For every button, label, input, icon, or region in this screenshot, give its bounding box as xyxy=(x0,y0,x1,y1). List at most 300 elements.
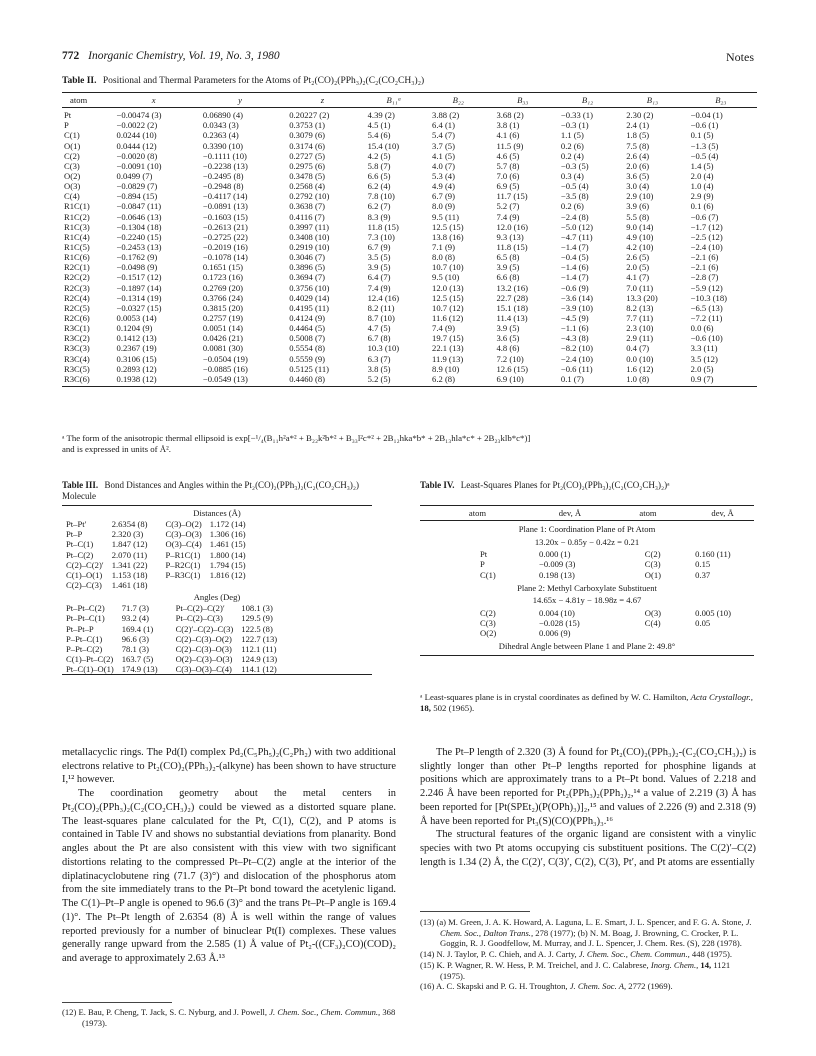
footnote-volume: 14, xyxy=(700,959,712,970)
table-2-header: B₂₃ xyxy=(685,93,757,108)
page-number: 772 xyxy=(62,50,80,62)
table-cell: 11.8 (15) xyxy=(496,241,528,252)
table-cell: Pt xyxy=(480,548,488,559)
table-cell: 0.0444 (12) xyxy=(116,140,157,151)
table-cell: 0.15 xyxy=(695,559,711,570)
table-cell: 0.0053 (14) xyxy=(116,312,157,323)
table-2-header: B₃₃ xyxy=(490,93,554,108)
table-cell: 3.9 (6) xyxy=(626,201,650,212)
table-cell: −0.0020 (8) xyxy=(116,150,158,161)
table-cell: R2C(6) xyxy=(64,312,90,323)
table-cell: 4.5 (1) xyxy=(367,120,391,131)
table-cell: −10.3 (18) xyxy=(690,292,727,303)
table-cell: −0.2240 (15) xyxy=(116,231,162,242)
table-cell: 11.6 (12) xyxy=(432,312,464,323)
table-cell: R3C(6) xyxy=(62,374,111,387)
angles-heading: Angles (Deg) xyxy=(193,592,241,603)
table-cell: 4.1 (5) xyxy=(432,150,455,161)
table-2-footnote xyxy=(62,433,757,455)
table-row xyxy=(62,283,757,293)
table-cell: 122.7 (13) xyxy=(241,633,278,644)
footnote xyxy=(420,960,756,981)
table-cell: 0.3753 (1) xyxy=(289,120,326,131)
table-row xyxy=(420,608,754,618)
table-cell: 1.0 (4) xyxy=(690,181,714,192)
table-4-footnote xyxy=(420,692,760,714)
table-cell: −0.0022 (2) xyxy=(116,120,158,131)
table-cell: 4.39 (2) xyxy=(367,110,395,121)
table-cell: −1.3 (5) xyxy=(690,140,719,151)
table-row xyxy=(62,151,757,161)
table-cell: 6.5 (8) xyxy=(496,252,520,263)
table-cell: −0.028 (15) xyxy=(539,617,580,628)
table-cell: 2.3 (10) xyxy=(626,323,654,334)
table-cell: 0.2893 (12) xyxy=(116,363,157,374)
table-cell: 0.5559 (9) xyxy=(289,353,326,364)
footnote-authors: (12) E. Bau, P. Cheng, T. Jack, S. C. Nyburg, and J. Powell, xyxy=(62,1007,268,1017)
table-cell: 0.5125 (11) xyxy=(289,363,329,374)
table-cell: O(2) xyxy=(480,628,497,639)
table-cell: 0.3079 (6) xyxy=(289,130,326,141)
table-cell: −0.0891 (13) xyxy=(202,201,248,212)
table-cell: C(3)–O(3)–C(4) xyxy=(175,664,232,675)
table-4 xyxy=(420,505,754,656)
table-cell: 3.9 (5) xyxy=(496,262,520,273)
table-cell: −0.5 (4) xyxy=(690,150,719,161)
table-cell: 6.9 (5) xyxy=(496,181,520,192)
table-cell: 0.5554 (8) xyxy=(289,343,326,354)
table-cell: 10.7 (12) xyxy=(432,302,464,313)
table-row xyxy=(62,212,757,222)
table-cell: C(4) xyxy=(64,191,80,202)
table-cell: 0.3390 (10) xyxy=(202,140,243,151)
table-cell: C(2)–C(3)–O(2) xyxy=(175,633,232,644)
table-cell: −0.6 (11) xyxy=(560,363,593,374)
table-3 xyxy=(62,505,372,675)
table-row xyxy=(62,664,281,674)
table-row xyxy=(62,613,281,623)
table-cell: 1.1 (5) xyxy=(560,130,584,141)
table-cell: 7.4 (9) xyxy=(496,211,520,222)
table-cell: 4.2 (5) xyxy=(367,150,391,161)
table-cell: 0.2769 (20) xyxy=(202,282,243,293)
table-cell: 4.8 (6) xyxy=(496,343,520,354)
table-cell: 0.3766 (24) xyxy=(202,292,243,303)
table-row xyxy=(62,272,757,282)
table-cell xyxy=(152,580,206,590)
table-cell: 0.0051 (14) xyxy=(202,323,243,334)
table-cell: 0.0244 (10) xyxy=(116,130,157,141)
body-paragraph: The structural features of the organic ligand are consistent with a vinylic species with two Pt atoms occupying cis substituent positions. The C(2)′–C(2) length is 1.34 (2) Å, the C(2)′, C(3)′, C(2), C(3), Pt′, and Pt atoms are essentially xyxy=(420,829,756,868)
table-4-caption-text: Least-Squares Planes for Pt₂(CO)₂(PPh₃)₂(C₂(CO₂CH₃)₂)ᵃ xyxy=(460,480,670,490)
table-cell: 2.9 (11) xyxy=(626,333,654,344)
table-cell: 9.5 (11) xyxy=(432,211,459,222)
table-cell: Pt–C(1) xyxy=(66,539,94,550)
table-cell: R3C(2) xyxy=(64,333,90,344)
table-cell: 122.5 (8) xyxy=(241,623,273,634)
table-cell: −0.0646 (13) xyxy=(116,211,162,222)
table-cell: 7.1 (9) xyxy=(432,241,455,252)
table-cell: 5.3 (4) xyxy=(432,170,455,181)
table-cell: 4.9 (4) xyxy=(432,181,455,192)
table-cell: −1.1 (6) xyxy=(560,323,589,334)
table-cell: 15.1 (18) xyxy=(496,302,528,313)
table-cell: 93.2 (4) xyxy=(121,613,149,624)
table-cell: 1.461 (15) xyxy=(209,539,246,550)
table-cell: 6.7 (9) xyxy=(432,191,455,202)
footnotes-left xyxy=(62,1007,396,1028)
table-cell: 0.0 (10) xyxy=(626,353,654,364)
footnote xyxy=(420,949,756,960)
footnote-authors: (13) (a) M. Green, J. A. K. Howard, A. Laguna, L. E. Smart, J. L. Spencer, and F. G. A. Stone, xyxy=(420,917,744,927)
table-cell: 2.0 (6) xyxy=(626,160,650,171)
table-cell: R1C(6) xyxy=(64,252,90,263)
table-cell: C(3)–O(3) xyxy=(165,529,202,540)
table-cell: C(1)–Pt–C(2) xyxy=(66,653,114,664)
table-2-caption xyxy=(62,76,762,86)
table-cell: 0.3756 (10) xyxy=(289,282,330,293)
table-cell: 2.6354 (8) xyxy=(111,519,148,530)
table-cell: R1C(5) xyxy=(64,241,90,252)
table-cell: Pt–C(2)–C(3) xyxy=(175,613,223,624)
table-cell: 8.7 (10) xyxy=(367,312,395,323)
table-row xyxy=(62,262,757,272)
table-cell: 0.1204 (9) xyxy=(116,323,153,334)
table-cell: 11.4 (13) xyxy=(496,312,528,323)
table-cell: 4.1 (6) xyxy=(496,130,520,141)
table-cell: 3.9 (5) xyxy=(367,262,391,273)
table-cell: Pt–C(2)–C(2)′ xyxy=(175,603,225,614)
table-3-label: Table III. xyxy=(62,480,99,490)
table-cell: 1.847 (12) xyxy=(111,539,148,550)
table-cell: 19.7 (15) xyxy=(432,333,464,344)
table-cell: 4.2 (10) xyxy=(626,241,654,252)
table-cell: C(1) xyxy=(64,130,80,141)
table-4-label: Table IV. xyxy=(420,480,455,490)
table-cell: −0.0091 (10) xyxy=(116,160,162,171)
dihedral-row xyxy=(420,638,754,655)
table-4-header-row xyxy=(420,506,754,521)
distances-heading: Distances (Å) xyxy=(193,508,241,518)
table-cell: C(3) xyxy=(64,160,80,171)
table-cell: −0.2019 (16) xyxy=(202,241,248,252)
table-2-footnote-line2: and is expressed in units of Å². xyxy=(62,443,171,454)
section-label: Notes xyxy=(726,50,754,64)
table-row xyxy=(62,171,757,181)
table-cell: −0.3 (1) xyxy=(560,120,589,131)
table-cell: 0.2975 (6) xyxy=(289,160,326,171)
table-cell: −0.2453 (13) xyxy=(116,241,162,252)
table-cell: 0.006 (9) xyxy=(539,628,571,639)
table-cell: Pt–Pt–C(1) xyxy=(66,613,105,624)
table-cell: 1.800 (14) xyxy=(209,549,246,560)
table-cell: R3C(3) xyxy=(64,343,90,354)
table-cell: 10.7 (10) xyxy=(432,262,464,273)
table-cell: 12.0 (16) xyxy=(496,221,528,232)
table-cell: R3C(4) xyxy=(64,353,90,364)
table-cell: −0.0549 (13) xyxy=(197,374,283,387)
table-cell: P–R1C(1) xyxy=(165,549,201,560)
plane-2-equation-row xyxy=(420,593,754,607)
table-cell: P–R2C(1) xyxy=(165,559,201,570)
table-cell: C(2)–C(2)′ xyxy=(66,559,104,570)
plane-1-title: Plane 1: Coordination Plane of Pt Atom xyxy=(518,524,656,535)
table-cell: −0.2238 (13) xyxy=(202,160,248,171)
table-cell: 3.6 (5) xyxy=(496,333,520,344)
table-cell: −0.0847 (11) xyxy=(116,201,162,212)
table-cell: 0.3106 (15) xyxy=(116,353,157,364)
body-column-left xyxy=(62,746,396,966)
table-cell: 6.9 (10) xyxy=(490,374,554,387)
body-paragraph: The coordination geometry about the metal centers in Pt₂(CO)₂(PPh₃)₂(C₂(CO₂CH₃)₂) could be viewed as a distorted square plane. The least-squares plane calculated for the Pt, C(1), C(2), and P atoms is contained in Table IV and shows no substantial deviations from planarity. Bond angles about the Pt are also consistent with this view with two significant distortions relating to the compressed Pt–Pt–C(2) angle at the interior of the diplatinacyclobutene ring (71.7 (3)°) and dislocation of the phosphorus atom from the site immediately trans to the Pt–Pt bond toward the acetylenic ligand. The C(1)–Pt–P angle is opened to 96.6 (3)° and the trans Pt–Pt–P angle is 169.4 (1)°. The Pt–Pt length of 2.6354 (8) Å is well within the range of values reported previously for a number of binuclear Pt(I) complexes. These values generally range upward from the 2.585 (1) Å value of Pt₂-((CF₃)₂CO)(COD)₂ and average to approximately 2.63 Å.¹³ xyxy=(62,788,396,965)
table-cell: −2.1 (6) xyxy=(690,262,719,273)
table-cell: 9.5 (10) xyxy=(432,272,460,283)
table-row xyxy=(62,141,757,151)
footnote-authors: (16) A. C. Skapski and P. G. H. Troughton, xyxy=(420,981,568,992)
table-cell: 2.320 (3) xyxy=(111,529,144,540)
table-2-header-row xyxy=(62,93,757,108)
table-cell: −4.7 (11) xyxy=(560,231,593,242)
table-cell: −4.5 (9) xyxy=(560,312,589,323)
table-cell: O(2) xyxy=(64,170,81,181)
plane-2-equation: 14.65x − 4.81y − 18.98z = 4.67 xyxy=(532,595,642,606)
table-cell: −0.5 (4) xyxy=(560,181,589,192)
table-row xyxy=(62,130,757,140)
table-row xyxy=(62,313,757,323)
table-cell: 1.341 (22) xyxy=(111,559,148,570)
table-cell: −0.2613 (21) xyxy=(202,221,248,232)
table-cell: 3.7 (5) xyxy=(432,140,455,151)
table-cell: 6.4 (7) xyxy=(367,272,391,283)
table-cell: −5.0 (12) xyxy=(560,221,593,232)
footnote-rest: 448 (1975). xyxy=(691,949,733,960)
table-cell: −0.009 (3) xyxy=(539,559,576,570)
table-2-header: B₁₂ xyxy=(555,93,620,108)
table-cell: 3.5 (5) xyxy=(367,252,391,263)
table-cell xyxy=(206,580,250,590)
table-cell: 169.4 (1) xyxy=(121,623,154,634)
table-cell: 0.2757 (19) xyxy=(202,312,243,323)
table-cell: R2C(5) xyxy=(64,302,90,313)
table-cell: O(3)–C(4) xyxy=(165,539,202,550)
table-cell: 0.4116 (7) xyxy=(289,211,325,222)
table-cell: 5.5 (8) xyxy=(626,211,650,222)
table-cell: 8.0 (9) xyxy=(432,201,455,212)
table-cell: −3.6 (14) xyxy=(560,292,593,303)
table-cell: 11.7 (15) xyxy=(496,191,528,202)
table-cell: 0.1651 (15) xyxy=(202,262,243,273)
table-cell: 10.3 (10) xyxy=(367,343,400,354)
table-cell: 3.0 (4) xyxy=(626,181,650,192)
table-cell: −0.0885 (16) xyxy=(202,363,248,374)
table-cell: −0.1762 (9) xyxy=(116,252,158,263)
table-cell: R1C(1) xyxy=(64,201,90,212)
table-cell: −0.1517 (12) xyxy=(116,272,162,283)
table-row xyxy=(62,364,757,374)
table-cell: −0.4117 (14) xyxy=(202,191,248,202)
table-cell: 2.070 (11) xyxy=(111,549,148,560)
table-cell: 1.153 (18) xyxy=(111,569,148,580)
table-cell: 15.4 (10) xyxy=(367,140,400,151)
table-cell: 1.8 (5) xyxy=(626,130,650,141)
table-row xyxy=(62,374,757,387)
table-2-header: y xyxy=(197,93,283,108)
table-cell: −0.0327 (15) xyxy=(116,302,162,313)
table-cell: C(3) xyxy=(644,559,661,570)
table-cell: 4.6 (5) xyxy=(496,150,520,161)
table-cell: 0.2 (6) xyxy=(560,201,584,212)
table-cell: −0.0829 (7) xyxy=(116,181,158,192)
table-cell: R2C(4) xyxy=(64,292,90,303)
table-cell: 0.1723 (16) xyxy=(202,272,243,283)
table-cell: 0.2363 (4) xyxy=(202,130,239,141)
table-cell: 2.4 (1) xyxy=(626,120,650,131)
table-cell: −0.1897 (14) xyxy=(116,282,162,293)
table-2-header: B₁₁ᵃ xyxy=(362,93,426,108)
table-3-caption xyxy=(62,480,372,502)
table-cell: 7.2 (10) xyxy=(496,353,524,364)
table-cell: Pt–C(1)–O(1) xyxy=(66,664,114,675)
table-2-header: atom xyxy=(62,93,111,108)
table-cell: 0.9 (7) xyxy=(685,374,757,387)
table-row xyxy=(62,293,757,303)
table-cell: 0.0343 (3) xyxy=(202,120,239,131)
table-row xyxy=(62,624,281,634)
table-cell: 1.794 (15) xyxy=(209,559,246,570)
table-cell: C(2)′–C(2)–C(3) xyxy=(175,623,234,634)
table-cell: −2.4 (10) xyxy=(560,353,593,364)
table-cell: C(2)–C(3) xyxy=(66,579,102,590)
table-cell: 0.005 (10) xyxy=(695,607,731,618)
footnote-journal: J. Chem. Soc., Chem. Commun., xyxy=(269,1007,381,1017)
footnote-rest: 368 (1973). xyxy=(82,1007,396,1028)
table-cell: 0.0499 (7) xyxy=(116,170,153,181)
table-row xyxy=(62,654,281,664)
table-cell: −2.8 (7) xyxy=(690,272,719,283)
table-cell: 2.9 (9) xyxy=(690,191,714,202)
table-cell: 0.4195 (11) xyxy=(289,302,329,313)
table-cell: 8.9 (10) xyxy=(432,363,460,374)
table-cell: 0.4029 (14) xyxy=(289,292,330,303)
table-cell: 0.160 (11) xyxy=(695,548,731,559)
table-cell: Pt xyxy=(64,110,72,121)
table-cell: R3C(5) xyxy=(64,363,90,374)
table-cell: 5.8 (7) xyxy=(367,160,391,171)
table-cell: 4.0 (7) xyxy=(432,160,455,171)
table-cell: −1.4 (6) xyxy=(560,262,589,273)
table-2-footnote-line1: ᵃ The form of the anisotropic thermal ellipsoid is exp[−¹/₄(B₁₁h²a*² + B₂₂k²b*² + B₃₃l²c*² + 2B₁₂hka*b* + 2B₁₃hla*c* + 2B₂₃klb*c*)] xyxy=(62,433,531,443)
table-cell: 6.2 (7) xyxy=(367,201,391,212)
table-cell: −0.33 (1) xyxy=(560,110,593,121)
table-4-header: dev, Å xyxy=(691,506,754,521)
table-cell: −0.1603 (15) xyxy=(202,211,248,222)
table-cell: 9.0 (14) xyxy=(626,221,654,232)
table-cell: −0.6 (7) xyxy=(690,211,719,222)
table-cell: 5.4 (6) xyxy=(367,130,391,141)
table-cell: 6.7 (9) xyxy=(367,241,391,252)
table-cell: 8.2 (13) xyxy=(626,302,654,313)
table-cell: 108.1 (3) xyxy=(241,603,273,614)
table-4-footnote-rest: 502 (1965). xyxy=(433,702,475,713)
table-cell: 0.0 (6) xyxy=(690,323,714,334)
table-cell: 11.8 (15) xyxy=(367,221,399,232)
table-cell: −2.5 (12) xyxy=(690,231,723,242)
table-4-header: dev, Å xyxy=(535,506,605,521)
table-cell: 7.4 (9) xyxy=(432,323,455,334)
table-cell: 2.30 (2) xyxy=(626,110,654,121)
table-2-header: B₁₃ xyxy=(620,93,684,108)
table-4-caption xyxy=(420,480,760,491)
table-cell: 124.9 (13) xyxy=(241,653,278,664)
table-cell: −0.6 (10) xyxy=(690,333,723,344)
table-cell: 0.4124 (9) xyxy=(289,312,326,323)
table-row xyxy=(62,108,757,121)
table-cell: 7.5 (8) xyxy=(626,140,650,151)
table-row xyxy=(62,580,250,590)
table-cell: 0.2568 (4) xyxy=(289,181,326,192)
table-cell: 3.8 (5) xyxy=(367,363,391,374)
running-head xyxy=(62,50,754,68)
table-cell: 0.2367 (19) xyxy=(116,343,157,354)
table-cell: −0.1078 (14) xyxy=(202,252,248,263)
table-cell: 4.1 (7) xyxy=(626,272,650,283)
table-row xyxy=(62,644,281,654)
table-cell: Pt–Pt–P xyxy=(66,623,94,634)
table-4-footnote-text: ᵃ Least-squares plane is in crystal coordinates as defined by W. C. Hamilton, xyxy=(420,692,689,702)
table-cell: −0.1111 (10) xyxy=(202,150,247,161)
table-cell: 0.0426 (21) xyxy=(202,333,243,344)
table-cell: −6.5 (13) xyxy=(690,302,723,313)
running-head-left xyxy=(62,50,280,62)
footnote xyxy=(420,981,756,992)
table-cell: 0.05 xyxy=(695,617,711,628)
table-2-header: z xyxy=(283,93,361,108)
table-cell: −0.1314 (19) xyxy=(116,292,162,303)
table-cell: 2.9 (10) xyxy=(626,191,654,202)
table-2-label: Table II. xyxy=(62,76,97,86)
table-cell: 3.9 (5) xyxy=(496,323,520,334)
table-cell: 0.3478 (5) xyxy=(289,170,326,181)
table-row xyxy=(420,628,754,638)
table-cell: 2.0 (5) xyxy=(626,262,650,273)
plane-2-title-row xyxy=(420,580,754,593)
table-cell: −0.0504 (19) xyxy=(202,353,248,364)
table-cell: 0.2 (4) xyxy=(560,150,584,161)
table-cell: 0.20227 (2) xyxy=(289,110,330,121)
table-row xyxy=(62,333,757,343)
journal-citation: Inorganic Chemistry, Vol. 19, No. 3, 1980 xyxy=(88,50,280,62)
table-row xyxy=(62,323,757,333)
table-cell: O(1) xyxy=(64,140,81,151)
table-cell: Pt–Pt′ xyxy=(66,519,87,530)
table-row xyxy=(420,549,754,559)
table-cell: 78.1 (3) xyxy=(121,643,149,654)
table-cell: 0.1938 (12) xyxy=(111,374,197,387)
table-cell: 1.172 (14) xyxy=(209,519,246,530)
table-2 xyxy=(62,92,757,387)
table-cell: 11.9 (13) xyxy=(432,353,464,364)
table-cell: 1.6 (12) xyxy=(626,363,654,374)
table-2-header: x xyxy=(111,93,197,108)
footnotes-right xyxy=(420,917,756,992)
table-cell: 13.3 (20) xyxy=(626,292,658,303)
table-cell: 22.7 (28) xyxy=(496,292,528,303)
table-cell: C(2) xyxy=(480,607,496,618)
table-cell: R2C(1) xyxy=(64,262,90,273)
table-cell: 0.1 (6) xyxy=(690,201,714,212)
table-cell: −4.3 (8) xyxy=(560,333,589,344)
table-row xyxy=(62,550,250,560)
